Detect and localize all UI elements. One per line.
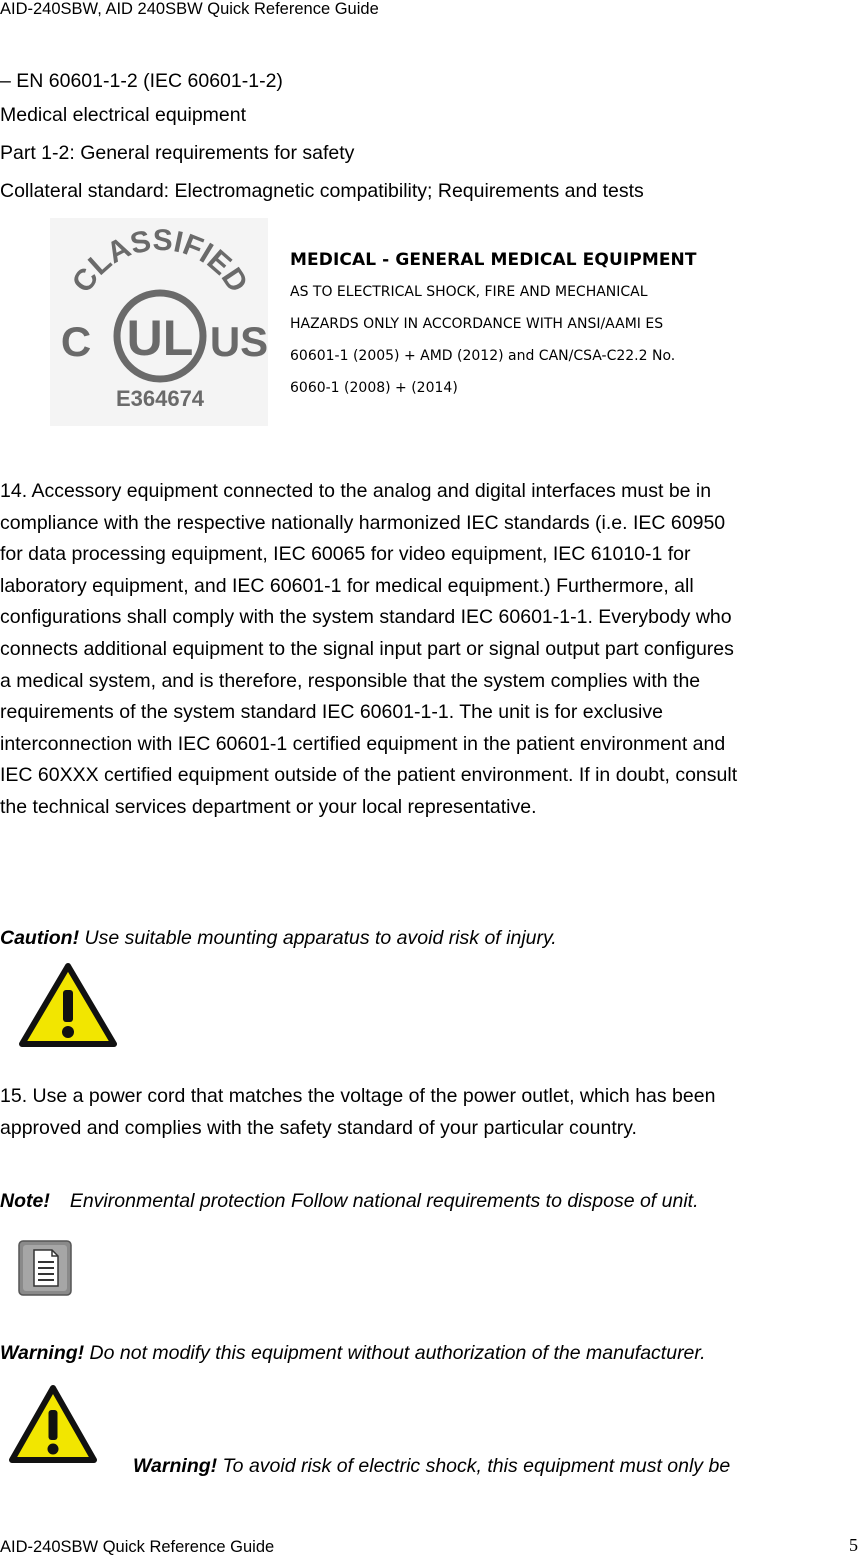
warning-2-text: To avoid risk of electric shock, this equipment must only be — [217, 1455, 731, 1477]
item-14-line: 14. Accessory equipment connected to the analog and digital interfaces must be in — [0, 480, 712, 502]
warning-triangle-icon — [8, 1384, 98, 1469]
item-14-line: interconnection with IEC 60601-1 certified equipment in the patient environment and — [0, 732, 726, 755]
note-label: Note! — [0, 1190, 50, 1212]
ul-title: MEDICAL - GENERAL MEDICAL EQUIPMENT — [290, 250, 697, 270]
ul-line-3: 60601-1 (2005) + AMD (2012) and CAN/CSA-C22.2 No. — [290, 348, 676, 364]
standard-line-4: Collateral standard: Electromagnetic compatibility; Requirements and tests — [0, 180, 644, 202]
item-14-line: requirements of the system standard IEC 60601-1-1. The unit is for exclusive — [0, 701, 663, 724]
caution-line — [0, 927, 557, 950]
caution-text: Use suitable mounting apparatus to avoid risk of injury. — [79, 927, 557, 949]
caution-warning-triangle-icon — [18, 962, 118, 1053]
ul-logo-right-text: US — [209, 318, 268, 365]
item-15-paragraph — [0, 1081, 864, 1144]
ul-line-4: 6060-1 (2008) + (2014) — [290, 380, 458, 396]
page-footer-title: AID-240SBW Quick Reference Guide — [0, 1538, 275, 1556]
caution-label: Caution! — [0, 927, 80, 949]
warning-1-text: Do not modify this equipment without authorization of the manufacturer. — [84, 1342, 706, 1364]
note-text: Environmental protection Follow national requirements to dispose of unit. — [69, 1190, 699, 1212]
ul-logo-classified-text: CLASSIFIED — [65, 223, 255, 299]
item-14-line: configurations shall comply with the system standard IEC 60601-1-1. Everybody who — [0, 606, 732, 629]
page-header: AID-240SBW, AID 240SBW Quick Reference Guide — [0, 0, 379, 18]
item-14-paragraph — [0, 476, 864, 824]
warning-2-line — [133, 1455, 730, 1478]
ul-logo-number-text: E364674 — [115, 386, 205, 411]
warning-1-line — [0, 1342, 706, 1365]
ul-classified-logo — [50, 218, 268, 426]
item-15-line: 15. Use a power cord that matches the voltage of the power outlet, which has been — [0, 1085, 716, 1107]
ul-line-1: AS TO ELECTRICAL SHOCK, FIRE AND MECHANICAL — [290, 284, 648, 300]
note-line — [0, 1190, 699, 1213]
item-14-line: compliance with the respective nationally harmonized IEC standards (i.e. IEC 60950 — [0, 511, 726, 534]
item-14-line: IEC 60XXX certified equipment outside of the patient environment. If in doubt, consult — [0, 764, 738, 787]
item-14-line: the technical services department or your local representative. — [0, 795, 537, 818]
item-14-line: laboratory equipment, and IEC 60601-1 for medical equipment.) Furthermore, all — [0, 574, 694, 597]
ul-logo-center-text: UL — [126, 310, 194, 366]
warning-1-label: Warning! — [0, 1342, 85, 1364]
item-14-line: a medical system, and is therefore, responsible that the system complies with the — [0, 669, 701, 692]
note-document-icon — [18, 1240, 72, 1301]
ul-logo-left-text: C — [60, 318, 92, 365]
ul-line-2: HAZARDS ONLY IN ACCORDANCE WITH ANSI/AAMI ES — [290, 316, 664, 332]
page-number: 5 — [849, 1535, 858, 1555]
standard-line-3: Part 1-2: General requirements for safety — [0, 142, 355, 164]
item-15-line: approved and complies with the safety standard of your particular country. — [0, 1116, 637, 1139]
warning-2-label: Warning! — [133, 1455, 218, 1477]
ul-certification-text — [290, 250, 697, 404]
item-14-line: for data processing equipment, IEC 60065 for video equipment, IEC 61010-1 for — [0, 543, 691, 566]
item-14-line: connects additional equipment to the signal input part or signal output part configures — [0, 637, 734, 660]
standard-line-2: Medical electrical equipment — [0, 104, 247, 126]
standard-line-1: – EN 60601-1-2 (IEC 60601-1-2) — [0, 70, 283, 92]
